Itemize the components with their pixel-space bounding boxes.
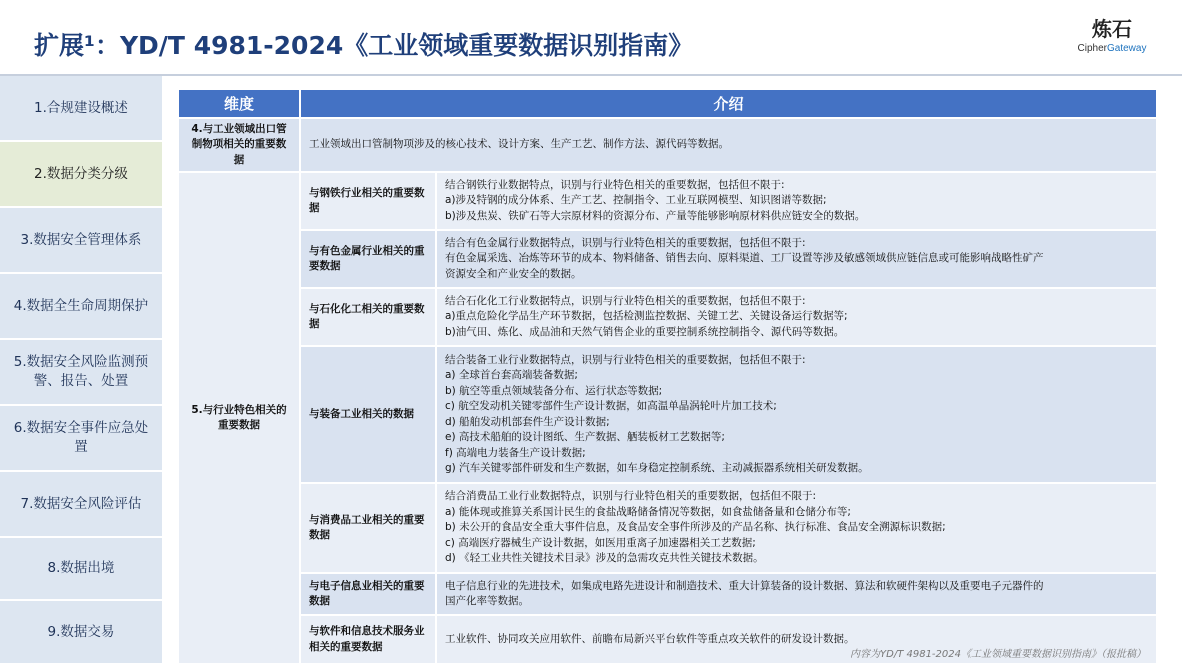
sidebar-item-cross-border[interactable]: 8.数据出境 xyxy=(0,538,162,601)
text-line: c) 航空发动机关键零部件生产设计数据，如高温单晶涡轮叶片加工技术; xyxy=(445,400,777,412)
text-line: 电子信息行业的先进技术，如集成电路先进设计和制造技术、重大计算装备的设计数据、算法和软硬件架构以及重要电子元器件的 xyxy=(445,579,1044,592)
logo-text-b: Gateway xyxy=(1107,43,1147,54)
text-line: 结合钢铁行业数据特点，识别与行业特色相关的重要数据，包括但不限于: xyxy=(445,178,785,191)
text-line: a)涉及特钢的成分体系、生产工艺、控制指令、工业互联网模型、知识图谱等数据; xyxy=(445,194,827,207)
text-line: g) 汽车关键零部件研发和生产数据，如车身稳定控制系统、主动减振器系统相关研发数据。 xyxy=(445,462,869,474)
sub-nonferrous-text xyxy=(437,231,1156,287)
text-line: c) 高端医疗器械生产设计数据，如医用重离子加速器相关工艺数据; xyxy=(445,536,756,549)
text-line: 工业软件、协同攻关应用软件、前瞻布局新兴平台软件等重点攻关软件的研发设计数据。 xyxy=(445,632,855,645)
sub-consumer-name: 与消费品工业相关的重要数据 xyxy=(301,484,435,572)
text-line: a) 全球首台套高端装备数据; xyxy=(445,369,578,381)
sub-electronics-text xyxy=(437,574,1156,614)
sidebar-item-data-trading[interactable]: 9.数据交易 xyxy=(0,601,162,665)
text-line: 资源安全和产业安全的数据。 xyxy=(445,267,582,280)
text-line: 结合装备工业行业数据特点，识别与行业特色相关的重要数据，包括但不限于: xyxy=(445,353,806,366)
sub-petrochem-text xyxy=(437,289,1156,345)
row5-dimension: 5.与行业特色相关的重要数据 xyxy=(179,173,299,663)
text-line: 结合有色金属行业数据特点，识别与行业特色相关的重要数据，包括但不限于: xyxy=(445,236,806,249)
sidebar-item-data-classification[interactable]: 2.数据分类分级 xyxy=(0,142,162,208)
sub-steel-text xyxy=(437,173,1156,229)
table-header-dimension: 维度 xyxy=(179,90,299,117)
text-line: b)油气田、炼化、成品油和天然气销售企业的重要控制系统控制指令、源代码等数据。 xyxy=(445,325,845,338)
source-note: 内容为YD/T 4981-2024《工业领域重要数据识别指南》（报批稿） xyxy=(850,649,1146,660)
sidebar-item-lifecycle-protection[interactable]: 4.数据全生命周期保护 xyxy=(0,274,162,340)
sub-equipment-text xyxy=(437,347,1156,482)
text-line: b) 未公开的食品安全重大事件信息，及食品安全事件所涉及的产品名称、执行标准、食品安全溯源标识数据; xyxy=(445,521,946,534)
text-line: 国产化率等数据。 xyxy=(445,595,529,607)
page-title: 扩展¹：YD/T 4981-2024《工业领域重要数据识别指南》 xyxy=(34,31,694,60)
sidebar-item-compliance-overview[interactable]: 1.合规建设概述 xyxy=(0,76,162,142)
brand-logo xyxy=(1063,16,1161,60)
logo-mark: 炼石 xyxy=(1092,17,1132,41)
logo-text xyxy=(1063,42,1161,56)
row4-dimension: 4.与工业领域出口管制物项相关的重要数据 xyxy=(179,119,299,171)
sidebar-item-incident-response[interactable]: 6.数据安全事件应急处置 xyxy=(0,406,162,472)
sub-petrochem-name: 与石化化工相关的重要数据 xyxy=(301,289,435,345)
text-line: 结合石化化工行业数据特点，识别与行业特色相关的重要数据，包括但不限于: xyxy=(445,294,806,307)
sub-consumer-text xyxy=(437,484,1156,572)
logo-text-a: Cipher xyxy=(1077,43,1107,54)
text-line: f) 高端电力装备生产设计数据; xyxy=(445,446,586,459)
text-line: e) 高技术船舶的设计图纸、生产数据、舾装板材工艺数据等; xyxy=(445,431,725,443)
sidebar xyxy=(0,76,162,665)
text-line: a)重点危险化学品生产环节数据，包括检测监控数据、关键工艺、关键设备运行数据等; xyxy=(445,310,848,323)
header-divider xyxy=(0,74,1182,76)
sub-nonferrous-name: 与有色金属行业相关的重要数据 xyxy=(301,231,435,287)
sidebar-item-security-management[interactable]: 3.数据安全管理体系 xyxy=(0,208,162,274)
text-line: 有色金属采选、冶炼等环节的成本、物料储备、销售去向、原料渠道、工厂设置等涉及敏感领域供应链信息或可能影响战略性矿产 xyxy=(445,252,1044,265)
text-line: a) 能体现或推算关系国计民生的食盐战略储备情况等数据，如食盐储备量和仓储分布等; xyxy=(445,505,851,518)
text-line: b) 航空等重点领域装备分布、运行状态等数据; xyxy=(445,384,663,397)
sub-electronics-name: 与电子信息业相关的重要数据 xyxy=(301,574,435,614)
row4-intro: 工业领域出口管制物项涉及的核心技术、设计方案、生产工艺、制作方法、源代码等数据。 xyxy=(301,119,1156,171)
text-line: d) 《轻工业共性关键技术目录》涉及的急需攻克共性关键技术数据。 xyxy=(445,552,764,565)
text-line: d) 船舶发动机部套件生产设计数据; xyxy=(445,415,610,428)
sub-steel-name: 与钢铁行业相关的重要数据 xyxy=(301,173,435,229)
sub-equipment-name: 与装备工业相关的数据 xyxy=(301,347,435,482)
text-line: 结合消费品工业行业数据特点，识别与行业特色相关的重要数据，包括但不限于: xyxy=(445,490,817,503)
sub-software-name: 与软件和信息技术服务业相关的重要数据 xyxy=(301,616,435,663)
text-line: b)涉及焦炭、铁矿石等大宗原材料的资源分布、产量等能够影响原材料供应链安全的数据。 xyxy=(445,209,866,222)
table-header-intro: 介绍 xyxy=(301,90,1156,117)
sidebar-item-risk-assessment[interactable]: 7.数据安全风险评估 xyxy=(0,472,162,538)
sidebar-item-risk-monitoring[interactable]: 5.数据安全风险监测预警、报告、处置 xyxy=(0,340,162,406)
